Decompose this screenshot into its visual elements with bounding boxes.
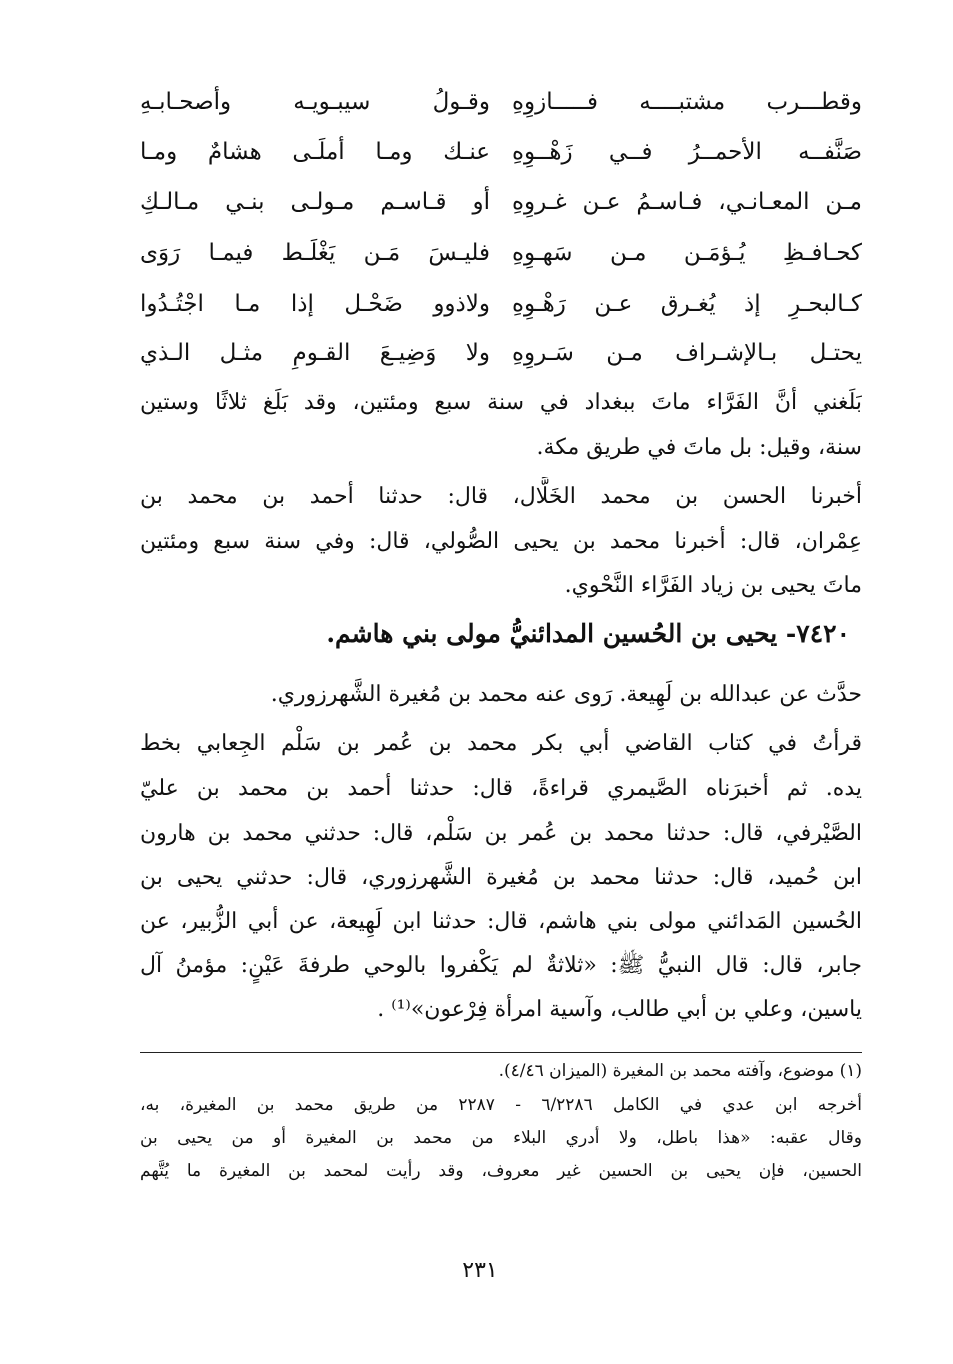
footnote-line: الحسين، فإن يحيى بن الحسين غير معروف، وقد رأيت لمحمد بن المغيرة ما يُتَّهم xyxy=(140,1161,862,1181)
text-line: عِمْران، قال: أخبرنا محمد بن يحيى الصُّولي، قال: وفي سنة سبع ومئتين xyxy=(140,529,862,554)
verse-first-hemistich: أو قـاسـم مـولـى بنـي مـالـكِ xyxy=(140,189,490,215)
verse-first-hemistich: ولاذوو ضَحْـل إذا مـا اجْتُـدُوا xyxy=(140,291,490,317)
verse-first-hemistich: عنـك ومـا أملَـى هشامٌ ومـا xyxy=(140,139,490,165)
poem-verse xyxy=(140,284,862,324)
text-line: بَلَغني أنَّ الفَرَّاء ماتَ ببغداد في سنة سبع ومئتين، وقد بَلَغ ثلاثًا وستين xyxy=(140,390,862,415)
verse-first-hemistich: ولا وَضِيـعَ القـومِ مثـل الـذي xyxy=(140,340,490,366)
text-line: جابر، قال: قال النبيُّ ﷺ: «ثلاثةٌ لم يَكْفروا بالوحي طرفةَ عَيْنٍ: مؤمنُ آل xyxy=(140,953,862,978)
verse-second-hemistich: يحتـل بـالإشـراف مـن سَـروِهِ xyxy=(512,340,862,366)
verse-first-hemistich: وقـولُ سيبـويـه وأصحـابـهِ xyxy=(140,89,490,115)
text-line: ياسين، وعلي بن أبي طالب، وآسية امرأة فِرْعون»⁽¹⁾ . xyxy=(377,997,862,1022)
poem-verse xyxy=(140,82,862,122)
verse-second-hemistich: صَنَّفــه الأحمــرُ فــي زَهْــوِهِ xyxy=(512,139,862,165)
text-line: الحُسين المَدائني مولى بني هاشم، قال: حدثنا ابن لَهِيعة، عن أبي الزُّبير، عن xyxy=(140,909,862,934)
footnote-separator xyxy=(140,1052,862,1053)
text-line: يده. ثم أخبرَناه الصَّيمري قراءةً، قال: حدثنا أحمد بن محمد بن عليّ xyxy=(140,776,862,801)
text-line: قرأتُ في كتاب القاضي أبي بكر محمد بن عُمر بن سَلْم الجِعابي بخط xyxy=(140,731,862,756)
verse-first-hemistich: فليـسَ مَـن يَغْلَـط فيمـا رَوَى xyxy=(140,240,490,266)
poem-verse xyxy=(140,233,862,273)
text-line: ابن حُميد، قال: حدثنا محمد بن مُغيرة الشَّهرزوري، قال: حدثني يحيى بن xyxy=(140,865,862,890)
text-line: أخبرنا الحسن بن محمد الخَلَّال، قال: حدثنا أحمد بن محمد بن xyxy=(140,484,862,509)
text-line: ماتَ يحيى بن زياد الفَرَّاء النَّحْوي. xyxy=(564,573,862,598)
poem-verse xyxy=(140,333,862,373)
entry-heading: ٧٤٢٠- يحيى بن الحُسين المدائنيُّ مولى بني هاشم. xyxy=(326,619,850,648)
footnote-line: أخرجه ابن عدي في الكامل ٦/٢٢٨٦ - ٢٢٨٧ من طريق محمد بن المغيرة، به، xyxy=(140,1095,862,1115)
text-line: سنة، وقيل: بل ماتَ في طريق مكة. xyxy=(536,435,862,460)
verse-second-hemistich: كـالبحـرِ إذ يُغـرق عـن رَهْـوِهِ xyxy=(512,291,862,317)
footnote-line: (١) موضوع، وآفته محمد بن المغيرة (الميزان ٤/٤٦). xyxy=(498,1061,862,1081)
text-line: الصَّيْرفي، قال: حدثنا محمد بن عُمر بن سَلْم، قال: حدثني محمد بن هارون xyxy=(140,821,862,846)
verse-second-hemistich: مـن المعـانـي، فـاسـمُ عـن غـروِهِ xyxy=(512,189,862,215)
footnote-line: وقال عقبه: «هذا باطل، ولا أدري البلاء من محمد بن المغيرة أو من يحيى بن xyxy=(140,1128,862,1148)
verse-second-hemistich: كحـافـظِ يُـؤمَـن مـن سَهـوِهِ xyxy=(512,240,862,266)
poem-verse xyxy=(140,182,862,222)
poem-verse xyxy=(140,132,862,172)
page-number: ٢٣١ xyxy=(462,1258,498,1283)
verse-second-hemistich: وقطـــرب مشتبــــه فـــــازوِهِ xyxy=(512,89,862,115)
text-line: حدَّث عن عبدالله بن لَهِيعة. رَوى عنه محمد بن مُغيرة الشَّهرزوري. xyxy=(270,682,862,707)
